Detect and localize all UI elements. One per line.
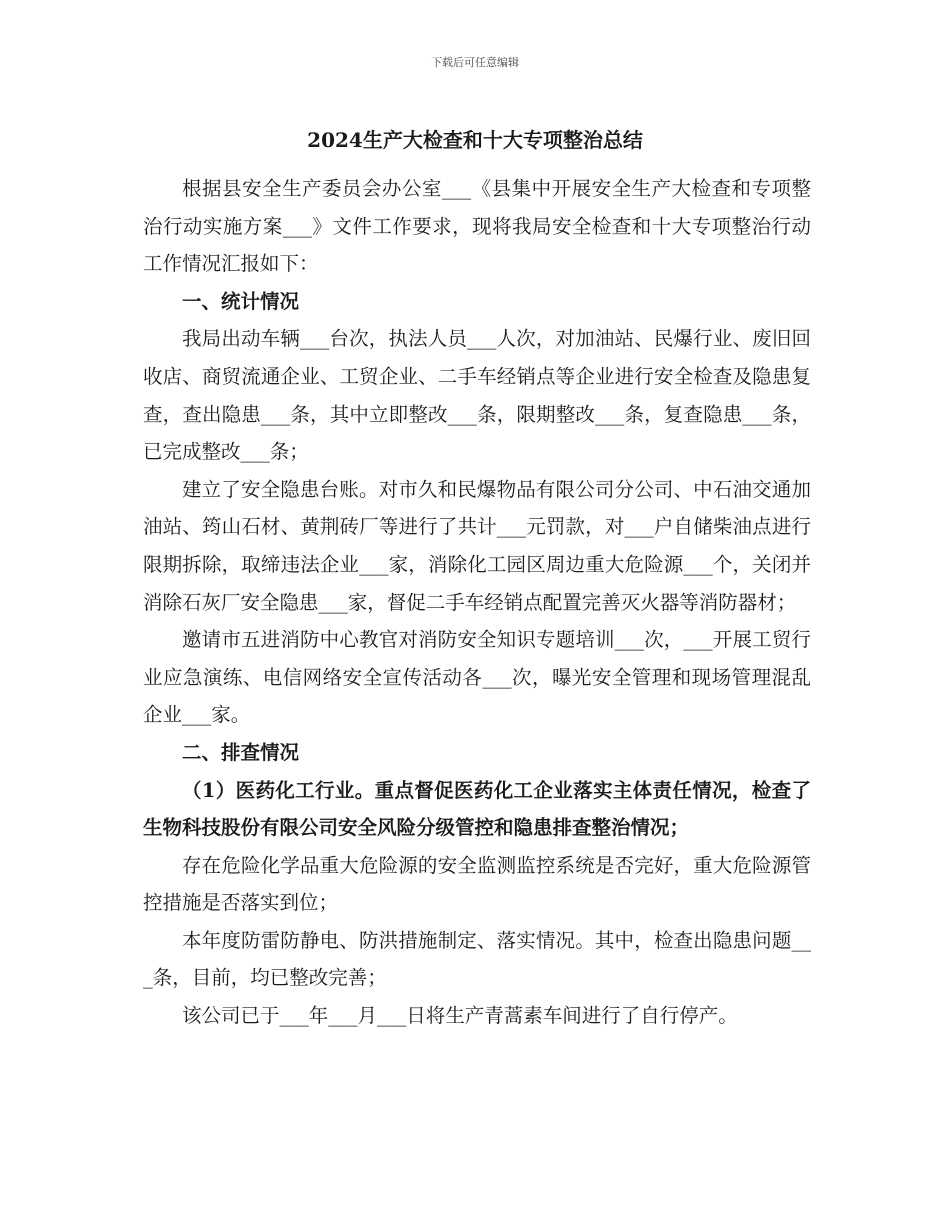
document-body — [143, 170, 811, 1035]
inspection-paragraph-2: 本年度防雷防静电、防洪措施制定、落实情况。其中，检查出隐患问题___条，目前，均已整改完善； — [143, 928, 811, 990]
section-heading-inspection: 二、排查情况 — [182, 740, 300, 764]
statistics-paragraph-3: 邀请市五进消防中心教官对消防安全知识专题培训___次，___开展工贸行业应急演练、电信网络安全宣传活动各___次，曝光安全管理和现场管理混乱企业___家。 — [143, 628, 811, 727]
section-heading-statistics: 一、统计情况 — [182, 289, 300, 313]
inspection-bold-paragraph: （1）医药化工行业。重点督促医药化工企业落实主体责任情况，检查了生物科技股份有限公司安全风险分级管控和隐患排查整治情况； — [143, 778, 811, 840]
inspection-paragraph-1: 存在危险化学品重大危险源的安全监测监控系统是否完好，重大危险源管控措施是否落实到位； — [143, 853, 811, 915]
statistics-paragraph-1: 我局出动车辆___台次，执法人员___人次，对加油站、民爆行业、废旧回收店、商贸流通企业、工贸企业、二手车经销点等企业进行安全检查及隐患复查，查出隐患___条，其中立即整改___条，限期整改___条，复查隐患___条，已完成整改___条； — [143, 327, 811, 464]
document-title: 2024生产大检查和十大专项整治总结 — [307, 128, 643, 152]
statistics-paragraph-2: 建立了安全隐患台账。对市久和民爆物品有限公司分公司、中石油交通加油站、筠山石材、黄荆砖厂等进行了共计___元罚款，对___户自储柴油点进行限期拆除，取缔违法企业___家，消除化工园区周边重大危险源___个，关闭并消除石灰厂安全隐患___家，督促二手车经销点配置完善灭火器等消防器材； — [143, 477, 811, 614]
intro-paragraph: 根据县安全生产委员会办公室___《县集中开展安全生产大检查和专项整治行动实施方案___》文件工作要求，现将我局安全检查和十大专项整治行动工作情况汇报如下： — [143, 177, 811, 276]
header-note: 下载后可任意编辑 — [431, 56, 519, 69]
inspection-paragraph-3: 该公司已于___年___月___日将生产青蒿素车间进行了自行停产。 — [182, 1004, 738, 1028]
